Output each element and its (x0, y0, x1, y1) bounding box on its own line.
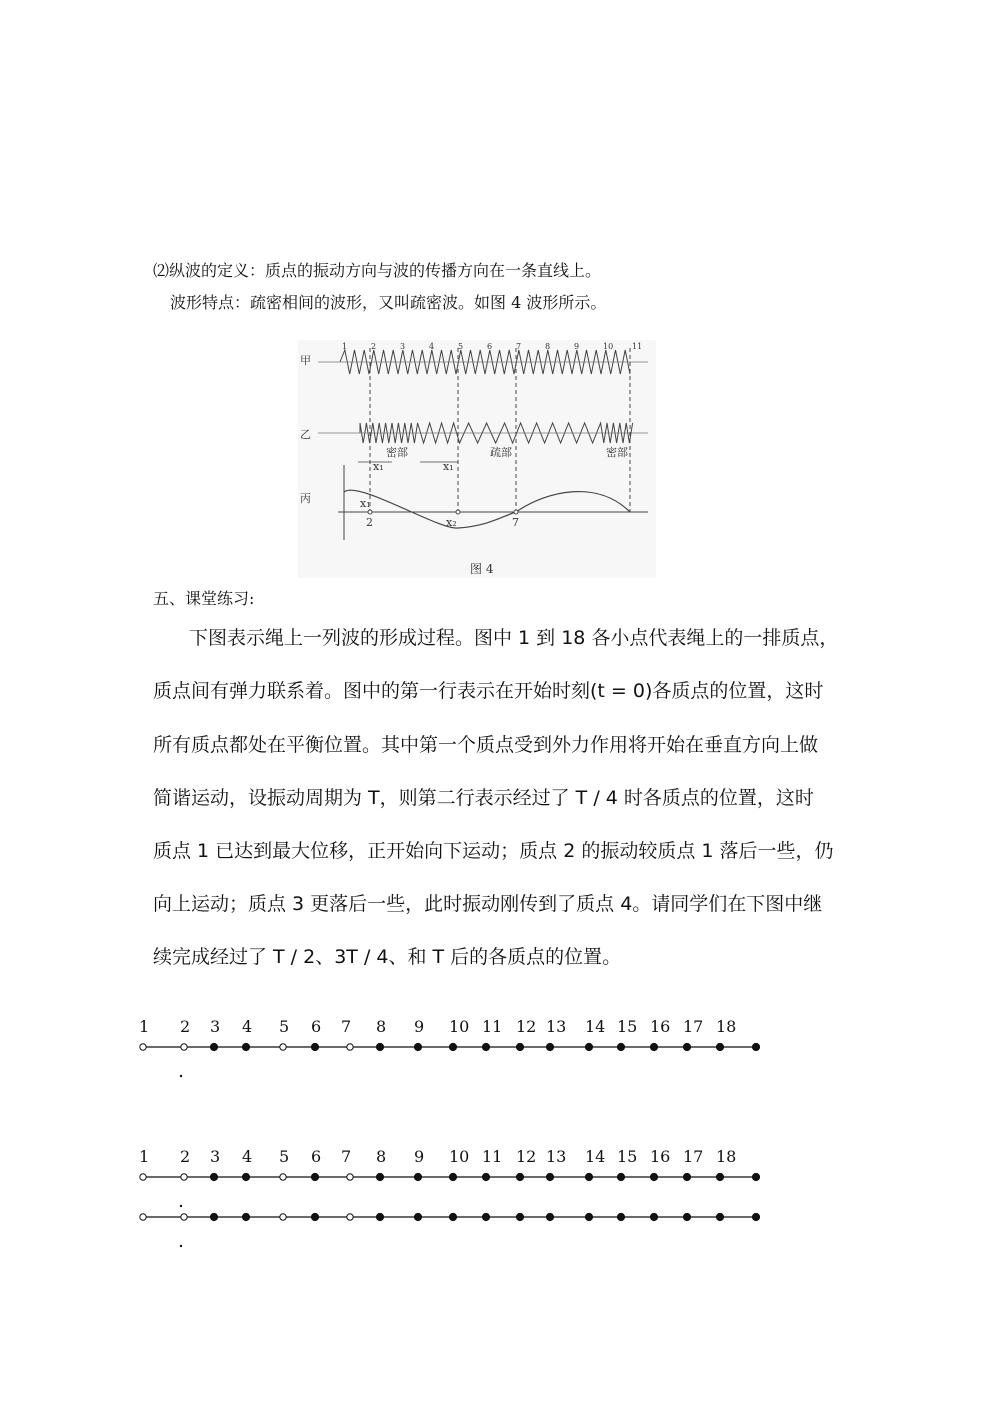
rope-particle-1-6 (311, 1043, 318, 1050)
rope-particle-1-19 (752, 1173, 759, 1180)
rope-particle-1-10 (449, 1043, 456, 1050)
particle-number-5: 5 (458, 342, 464, 351)
rope-number-3: 3 (210, 1147, 221, 1166)
rope-number-4: 4 (242, 1017, 253, 1036)
rope-particle-2-18 (716, 1213, 723, 1220)
paragraph-line-5: 质点 1 已达到最大位移，正开始向下运动；质点 2 的振动较质点 1 落后一些，仍 (153, 840, 834, 862)
rope-dot-mark-2 (180, 1245, 182, 1247)
rope-number-9: 9 (414, 1147, 425, 1166)
rope-particle-1-2 (181, 1044, 187, 1050)
rope-particle-1-10 (449, 1173, 456, 1180)
rope-particle-2-4 (242, 1213, 249, 1220)
rope-particle-2-15 (617, 1213, 624, 1220)
particle-number-11: 11 (632, 342, 643, 351)
figure-4-drawing (298, 340, 656, 578)
rope-number-17: 17 (683, 1017, 704, 1036)
rope-number-14: 14 (585, 1147, 606, 1166)
particle-number-3: 3 (400, 342, 406, 351)
rope-number-17: 17 (683, 1147, 704, 1166)
rope-number-3: 3 (210, 1017, 221, 1036)
rope-particle-1-9 (414, 1043, 421, 1050)
rope-particle-2-11 (482, 1213, 489, 1220)
particle-number-10: 10 (603, 342, 614, 351)
axis-point-x2: x₂ (446, 516, 457, 529)
rope-particle-2-17 (683, 1213, 690, 1220)
rope-number-16: 16 (650, 1017, 671, 1036)
rope-number-10: 10 (449, 1017, 470, 1036)
rope-number-10: 10 (449, 1147, 470, 1166)
rope-particle-1-16 (650, 1173, 657, 1180)
rope-particle-2-7 (347, 1214, 353, 1220)
rope-particle-1-4 (242, 1043, 249, 1050)
rope-dot-mark-1 (180, 1205, 182, 1207)
rope-number-16: 16 (650, 1147, 671, 1166)
rope-particle-1-6 (311, 1173, 318, 1180)
section-heading: 五、课堂练习: (153, 589, 255, 608)
dense-label-right: 密部 (606, 446, 628, 459)
rope-particle-1-14 (585, 1173, 592, 1180)
rope-diagram-2 (134, 1140, 774, 1255)
rope-particle-2-8 (376, 1213, 383, 1220)
rope-number-18: 18 (716, 1017, 737, 1036)
rope-particle-1-12 (516, 1043, 523, 1050)
paragraph-line-2: 质点间有弹力联系着。图中的第一行表示在开始时刻(t = 0)各质点的位置，这时 (153, 680, 824, 702)
row-label-bing: 丙 (300, 492, 311, 505)
particle-number-1: 1 (342, 342, 348, 351)
rope-number-14: 14 (585, 1017, 606, 1036)
rope-particle-1-1 (140, 1044, 146, 1050)
rope-particle-2-10 (449, 1213, 456, 1220)
particle-number-7: 7 (516, 342, 522, 351)
rope-particle-1-9 (414, 1173, 421, 1180)
rope-particle-2-13 (546, 1213, 553, 1220)
axis-point-2: 2 (366, 516, 373, 529)
rope-number-2: 2 (180, 1017, 191, 1036)
rope-particle-1-12 (516, 1173, 523, 1180)
x1-label-top: x₁ (373, 460, 384, 473)
sparse-label: 疏部 (490, 446, 512, 459)
rope-particle-1-19 (752, 1043, 759, 1050)
rope-particle-1-5 (280, 1174, 286, 1180)
dense-label-left: 密部 (386, 446, 408, 459)
rope-particle-1-14 (585, 1043, 592, 1050)
rope-number-5: 5 (279, 1147, 290, 1166)
rope-particle-2-2 (181, 1214, 187, 1220)
rope-number-15: 15 (617, 1017, 638, 1036)
paragraph-line-4: 简谐运动，设振动周期为 T，则第二行表示经过了 T / 4 时各质点的位置，这时 (153, 787, 814, 809)
rope-particle-1-4 (242, 1173, 249, 1180)
rope-number-15: 15 (617, 1147, 638, 1166)
rope-number-4: 4 (242, 1147, 253, 1166)
rope-number-5: 5 (279, 1017, 290, 1036)
longitudinal-definition: ⑵纵波的定义：质点的振动方向与波的传播方向在一条直线上。 (153, 261, 602, 280)
rope-particle-1-13 (546, 1173, 553, 1180)
rope-particle-1-17 (683, 1173, 690, 1180)
rope-number-18: 18 (716, 1147, 737, 1166)
rope-particle-2-16 (650, 1213, 657, 1220)
particle-number-9: 9 (574, 342, 580, 351)
rope-particle-1-18 (716, 1173, 723, 1180)
waveform-feature: 波形特点：疏密相间的波形，又叫疏密波。如图 4 波形所示。 (170, 293, 607, 312)
rope-number-12: 12 (516, 1147, 537, 1166)
axis-point-7: 7 (512, 516, 519, 529)
rope-number-7: 7 (341, 1017, 352, 1036)
rope-number-7: 7 (341, 1147, 352, 1166)
paragraph-line-6: 向上运动；质点 3 更落后一些，此时振动刚传到了质点 4。请同学们在下图中继 (153, 893, 823, 915)
rope-particle-1-1 (140, 1174, 146, 1180)
rope-number-6: 6 (311, 1017, 322, 1036)
rope-number-13: 13 (546, 1147, 567, 1166)
rope-number-8: 8 (376, 1017, 387, 1036)
rope-particle-1-11 (482, 1043, 489, 1050)
rope-number-8: 8 (376, 1147, 387, 1166)
rope-particle-1-3 (210, 1173, 217, 1180)
x1-label-curve: x₁ (360, 497, 371, 510)
rope-number-13: 13 (546, 1017, 567, 1036)
rope-number-9: 9 (414, 1017, 425, 1036)
rope-particle-1-18 (716, 1043, 723, 1050)
rope-number-1: 1 (139, 1017, 150, 1036)
rope-particle-2-6 (311, 1213, 318, 1220)
rope-number-11: 11 (482, 1147, 503, 1166)
rope-diagram-1 (134, 1010, 774, 1090)
rope-particle-2-9 (414, 1213, 421, 1220)
rope-particle-2-3 (210, 1213, 217, 1220)
rope-particle-2-5 (280, 1214, 286, 1220)
rope-particle-1-15 (617, 1173, 624, 1180)
rope-particle-1-7 (347, 1044, 353, 1050)
rope-number-12: 12 (516, 1017, 537, 1036)
rope-particle-1-8 (376, 1173, 383, 1180)
rope-particle-2-1 (140, 1214, 146, 1220)
row-label-jia: 甲 (300, 354, 311, 367)
particle-number-4: 4 (429, 342, 435, 351)
figure-caption: 图 4 (470, 562, 494, 576)
figure-4 (298, 340, 656, 578)
rope-particle-1-5 (280, 1044, 286, 1050)
paragraph-line-3: 所有质点都处在平衡位置。其中第一个质点受到外力作用将开始在垂直方向上做 (153, 734, 819, 756)
rope-number-11: 11 (482, 1017, 503, 1036)
axis-marker-1 (368, 510, 372, 514)
axis-marker-3 (514, 510, 518, 514)
paragraph-line-7: 续完成经过了 T / 2、3T / 4、和 T 后的各质点的位置。 (153, 946, 622, 968)
x1-label-mid: x₁ (443, 460, 454, 473)
row-label-yi: 乙 (300, 428, 311, 441)
figure-background (298, 340, 656, 578)
particle-number-2: 2 (371, 342, 377, 351)
rope-number-1: 1 (139, 1147, 150, 1166)
rope-particle-1-16 (650, 1043, 657, 1050)
rope-particle-1-3 (210, 1043, 217, 1050)
rope-number-6: 6 (311, 1147, 322, 1166)
particle-number-8: 8 (545, 342, 551, 351)
rope-dot-mark-1 (180, 1075, 182, 1077)
particle-number-6: 6 (487, 342, 493, 351)
rope-particle-1-8 (376, 1043, 383, 1050)
rope-particle-1-2 (181, 1174, 187, 1180)
rope-particle-1-17 (683, 1043, 690, 1050)
rope-particle-1-15 (617, 1043, 624, 1050)
rope-particle-1-13 (546, 1043, 553, 1050)
paragraph-line-1: 下图表示绳上一列波的形成过程。图中 1 到 18 各小点代表绳上的一排质点， (189, 627, 839, 649)
rope-particle-2-14 (585, 1213, 592, 1220)
rope-particle-2-12 (516, 1213, 523, 1220)
rope-particle-1-11 (482, 1173, 489, 1180)
axis-marker-2 (456, 510, 460, 514)
rope-particle-1-7 (347, 1174, 353, 1180)
rope-particle-2-19 (752, 1213, 759, 1220)
rope-number-2: 2 (180, 1147, 191, 1166)
